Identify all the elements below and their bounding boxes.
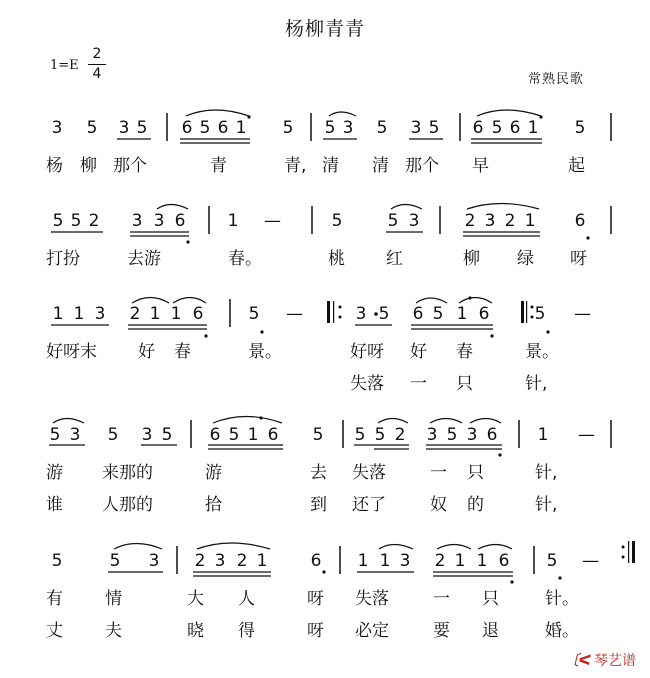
note: 5 [86, 118, 98, 138]
note: 6 [472, 118, 484, 138]
lyric: 去 [310, 463, 327, 483]
lyric: 好 [410, 342, 427, 362]
lyric: 大 [187, 589, 204, 609]
note: 2 [88, 211, 100, 231]
note: 6 [174, 211, 186, 231]
lyric: 柳 [80, 156, 97, 176]
lyric: 绿 [517, 249, 534, 269]
note: 6 [181, 118, 193, 138]
lyric: 青 [210, 156, 227, 176]
note: 2 [236, 551, 248, 571]
lyric: 失落 [352, 463, 386, 483]
lyric: 春 [174, 342, 191, 362]
lyric-verse2: 奴 [430, 495, 447, 515]
note: 1 [227, 211, 239, 231]
slur [430, 419, 462, 424]
note: 1 [73, 304, 85, 324]
low-dot [204, 334, 207, 337]
note: 3 [426, 425, 438, 445]
lyric: 那个 [113, 156, 147, 176]
note: 3 [484, 211, 496, 231]
lyric: 好呀 [350, 342, 384, 362]
logo-text: 琴艺谱 [594, 653, 636, 669]
high-dot [259, 416, 262, 419]
lyric: 针, [535, 463, 558, 483]
note: 5 [51, 551, 63, 571]
lyric: 呀 [570, 249, 587, 269]
note: 2 [434, 551, 446, 571]
slur [157, 205, 188, 210]
lyric: 游 [205, 463, 222, 483]
high-dot [247, 115, 250, 118]
note: 1 [524, 211, 536, 231]
note: 2 [504, 211, 516, 231]
note: 3 [153, 211, 165, 231]
low-dot [558, 576, 561, 579]
note: 1 [476, 551, 488, 571]
low-dot [586, 236, 589, 239]
note: — [582, 551, 599, 571]
end-repeat-thick [632, 541, 635, 563]
slur [467, 204, 539, 210]
lyric: 桃 [328, 249, 345, 269]
slur [186, 110, 249, 116]
key-signature: 1=E [50, 58, 79, 73]
lyric: 失落 [355, 589, 389, 609]
lyric: 早 [472, 156, 489, 176]
repeat-dot [339, 316, 342, 319]
note: 1 [247, 425, 259, 445]
note: 5 [331, 211, 343, 231]
note: 6 [209, 425, 221, 445]
composer-credit: 常熟民歌 [528, 72, 585, 87]
lyric: 景。 [248, 342, 282, 362]
lyric: 一 [430, 463, 447, 483]
note: 5 [432, 304, 444, 324]
note: — [578, 425, 595, 445]
note: 5 [52, 211, 64, 231]
note: 5 [574, 118, 586, 138]
note: 3 [141, 425, 153, 445]
note: 6 [192, 304, 204, 324]
note: 1 [456, 304, 468, 324]
note: 3 [69, 425, 81, 445]
slur [213, 417, 282, 424]
time-signature-top: 2 [92, 46, 102, 62]
lyric-verse2: 针, [535, 495, 558, 515]
note: 1 [379, 551, 391, 571]
note: 3 [94, 304, 106, 324]
dotted-rhythm [374, 312, 378, 316]
lyric: 红 [386, 249, 403, 269]
note: 5 [109, 551, 121, 571]
lyric-verse2: 到 [310, 495, 327, 515]
time-signature-bottom: 4 [92, 66, 102, 82]
note: 3 [131, 211, 143, 231]
slur [477, 110, 541, 116]
note: 5 [491, 118, 503, 138]
note: — [574, 304, 591, 324]
note: 5 [107, 425, 119, 445]
repeat-dot [622, 556, 625, 559]
song-title: 杨柳青青 [284, 18, 365, 40]
slur [437, 545, 471, 550]
note: 5 [387, 211, 399, 231]
note: 1 [256, 551, 268, 571]
repeat-thin-bar [333, 301, 334, 323]
note: 1 [149, 304, 161, 324]
note: 3 [51, 118, 63, 138]
end-repeat-thin [628, 541, 629, 563]
slur [114, 544, 162, 550]
note: 5 [446, 425, 458, 445]
volta-bar [521, 301, 524, 323]
note: 6 [217, 118, 229, 138]
repeat-dot [531, 316, 534, 319]
note: 2 [464, 211, 476, 231]
lyric-verse2: 晓 [187, 621, 204, 641]
lyric-verse2: 还了 [352, 495, 386, 515]
slur [379, 545, 413, 550]
note: 5 [546, 551, 558, 571]
lyric: 打扮 [46, 249, 80, 269]
note: 3 [355, 304, 367, 324]
note: 5 [136, 118, 148, 138]
note: 5 [378, 304, 390, 324]
low-dot [490, 334, 493, 337]
lyric: 游 [46, 463, 63, 483]
lyric-verse2: 丈 [46, 621, 63, 641]
note: 6 [478, 304, 490, 324]
note: 5 [376, 118, 388, 138]
slur [197, 543, 270, 549]
note: 3 [118, 118, 130, 138]
slur [416, 298, 447, 303]
volta-bar [526, 301, 527, 323]
lyric: 景。 [525, 342, 559, 362]
lyric-verse2: 退 [482, 621, 499, 641]
lyric: 柳 [463, 249, 480, 269]
low-dot [322, 570, 325, 573]
repeat-thick-bar [327, 301, 330, 323]
lyric: 好 [138, 342, 155, 362]
low-dot [186, 240, 189, 243]
note: 1 [527, 118, 539, 138]
lyric-verse2: 呀 [307, 621, 324, 641]
note: 3 [466, 425, 478, 445]
note: 1 [52, 304, 64, 324]
lyric: 那个 [405, 156, 439, 176]
note: — [286, 304, 303, 324]
lyric-verse2: 拾 [205, 495, 222, 515]
repeat-dot [339, 306, 342, 309]
slur [378, 419, 408, 424]
note: 5 [282, 118, 294, 138]
slur [478, 545, 512, 550]
lyric: 一 [433, 589, 450, 609]
lyric-verse2: 只 [456, 374, 473, 394]
site-logo [565, 650, 636, 670]
note: 1 [357, 551, 369, 571]
note: 1 [235, 118, 247, 138]
note: 5 [428, 118, 440, 138]
note: 6 [509, 118, 521, 138]
lyric: 起 [568, 156, 585, 176]
note: 6 [486, 425, 498, 445]
note: 5 [228, 425, 240, 445]
slur [53, 419, 84, 424]
lyric: 春 [456, 342, 473, 362]
high-dot [539, 115, 542, 118]
note: 5 [161, 425, 173, 445]
lyric-verse2: 婚。 [545, 621, 579, 641]
note: 5 [354, 425, 366, 445]
note: 5 [248, 304, 260, 324]
note: 2 [194, 551, 206, 571]
lyric-verse2: 谁 [46, 495, 63, 515]
lyric-verse2: 人那的 [102, 495, 153, 515]
lyric: 情 [105, 589, 122, 609]
lyric-verse2: 的 [467, 495, 484, 515]
note: 3 [408, 211, 420, 231]
lyric-verse2: 夫 [105, 621, 122, 641]
lyric: 针。 [545, 589, 579, 609]
lyric: 只 [467, 463, 484, 483]
lyric: 人 [238, 589, 255, 609]
high-dot [468, 296, 471, 299]
note: 1 [537, 425, 549, 445]
note: 3 [410, 118, 422, 138]
repeat-dot [622, 546, 625, 549]
slur [132, 298, 169, 304]
note: 6 [412, 304, 424, 324]
lyric-verse2: 得 [238, 621, 255, 641]
note: 5 [312, 425, 324, 445]
low-dot [546, 330, 549, 333]
lyric: 有 [46, 589, 63, 609]
lyric: 呀 [307, 589, 324, 609]
lyric: 清 [322, 156, 339, 176]
lyric: 清 [372, 156, 389, 176]
lyric-verse2: 一 [410, 374, 427, 394]
note: 2 [129, 304, 141, 324]
lyric-verse2: 必定 [355, 621, 389, 641]
lyric: 只 [482, 589, 499, 609]
note: 3 [214, 551, 226, 571]
note: 1 [454, 551, 466, 571]
lyric: 春。 [228, 249, 262, 269]
low-dot [260, 330, 263, 333]
slur [391, 205, 422, 210]
note: 6 [267, 425, 279, 445]
note: 3 [399, 551, 411, 571]
lyric: 去游 [127, 249, 161, 269]
logo-icon: 〔ᐸ [564, 653, 591, 669]
note: 1 [170, 304, 182, 324]
slur [459, 298, 492, 304]
note: 6 [574, 211, 586, 231]
lyric: 来那的 [102, 463, 153, 483]
note: — [264, 211, 281, 231]
note: 5 [49, 425, 61, 445]
lyric-verse2: 针, [525, 374, 548, 394]
note: 2 [394, 425, 406, 445]
slur [173, 298, 206, 304]
lyric: 好呀末 [46, 342, 97, 362]
note: 6 [310, 551, 322, 571]
slur [329, 112, 356, 116]
slur [470, 419, 501, 424]
note: 3 [342, 118, 354, 138]
note: 3 [148, 551, 160, 571]
note: 6 [498, 551, 510, 571]
lyric-verse2: 要 [433, 621, 450, 641]
lyric: 杨 [46, 156, 63, 176]
lyric: 青, [284, 156, 307, 176]
note: 5 [199, 118, 211, 138]
note: 5 [534, 304, 546, 324]
note: 5 [324, 118, 336, 138]
low-dot [498, 453, 501, 456]
note: 5 [374, 425, 386, 445]
lyric-verse2: 失落 [350, 374, 384, 394]
low-dot [510, 580, 513, 583]
repeat-dot [531, 306, 534, 309]
note: 5 [70, 211, 82, 231]
